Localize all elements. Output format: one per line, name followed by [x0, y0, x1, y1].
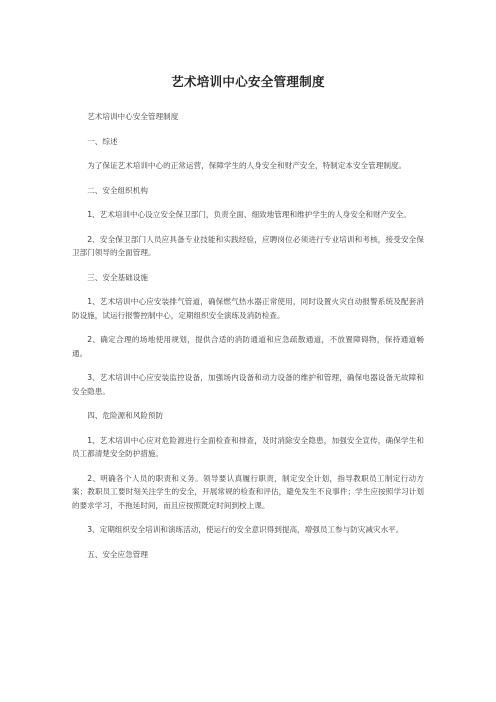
document-title: 艺术培训中心安全管理制度 — [171, 74, 325, 89]
paragraph-risk-2: 2、明确各个人员的职责和义务。领导要认真履行职责，制定安全计划，指导教职员工制定行动方案；教职员工要时刻关注学生的安全，开展常规的检查和评估，避免发生不良事件；学生应按照学习计划的要求学习，不拖延时间，而且应按照既定时间到校上课。 — [72, 473, 424, 510]
paragraph-facilities-3: 3、艺术培训中心应安装监控设备，加强场内设备和动力设备的维护和管理，确保电器设备无故障和安全隐患。 — [72, 373, 424, 396]
paragraph-doc-heading: 艺术培训中心安全管理制度 — [87, 112, 179, 121]
paragraph-risk-1: 1、艺术培训中心应对危险源进行全面检查和排查，及时消除安全隐患，加强安全宣传，确保学生和员工都清楚安全防护措施。 — [72, 435, 424, 458]
section-heading-overview: 一、综述 — [87, 136, 118, 146]
section-heading-organization: 二、安全组织机构 — [87, 185, 148, 195]
paragraph-facilities-2: 2、确定合理的场地使用规划，提供合适的消防通道和应急疏散通道，不放置障碍物，保持通道畅通。 — [72, 335, 424, 358]
paragraph-risk-3: 3、定期组织安全培训和演练活动，使运行的安全意识得到提高，增强员工参与防灾减灾水平。 — [87, 525, 404, 534]
paragraph-overview: 为了保证艺术培训中心的正常运营，保障学生的人身安全和财产安全，特制定本安全管理制度。 — [87, 161, 407, 170]
paragraph-facilities-1: 1、艺术培训中心应安装排气管道，确保燃气热水器正常使用，同时设置火灾自动报警系统及配套消防设施，试运行报警控制中心，定期组织安全演练及消防检查。 — [72, 297, 424, 320]
section-heading-emergency: 五、安全应急管理 — [87, 549, 148, 559]
document-body — [72, 110, 424, 572]
section-heading-facilities: 三、安全基础设施 — [87, 272, 148, 282]
paragraph-organization-1: 1、艺术培训中心设立安全保卫部门，负责全面、细致地管理和维护学生的人身安全和财产安全。 — [87, 210, 411, 219]
paragraph-organization-2: 2、安全保卫部门人员应具备专业技能和实践经验，应聘岗位必须进行专业培训和考核，接受安全保卫部门领导的全面管理。 — [72, 234, 424, 257]
section-heading-risk: 四、危险源和风险预防 — [87, 411, 164, 420]
